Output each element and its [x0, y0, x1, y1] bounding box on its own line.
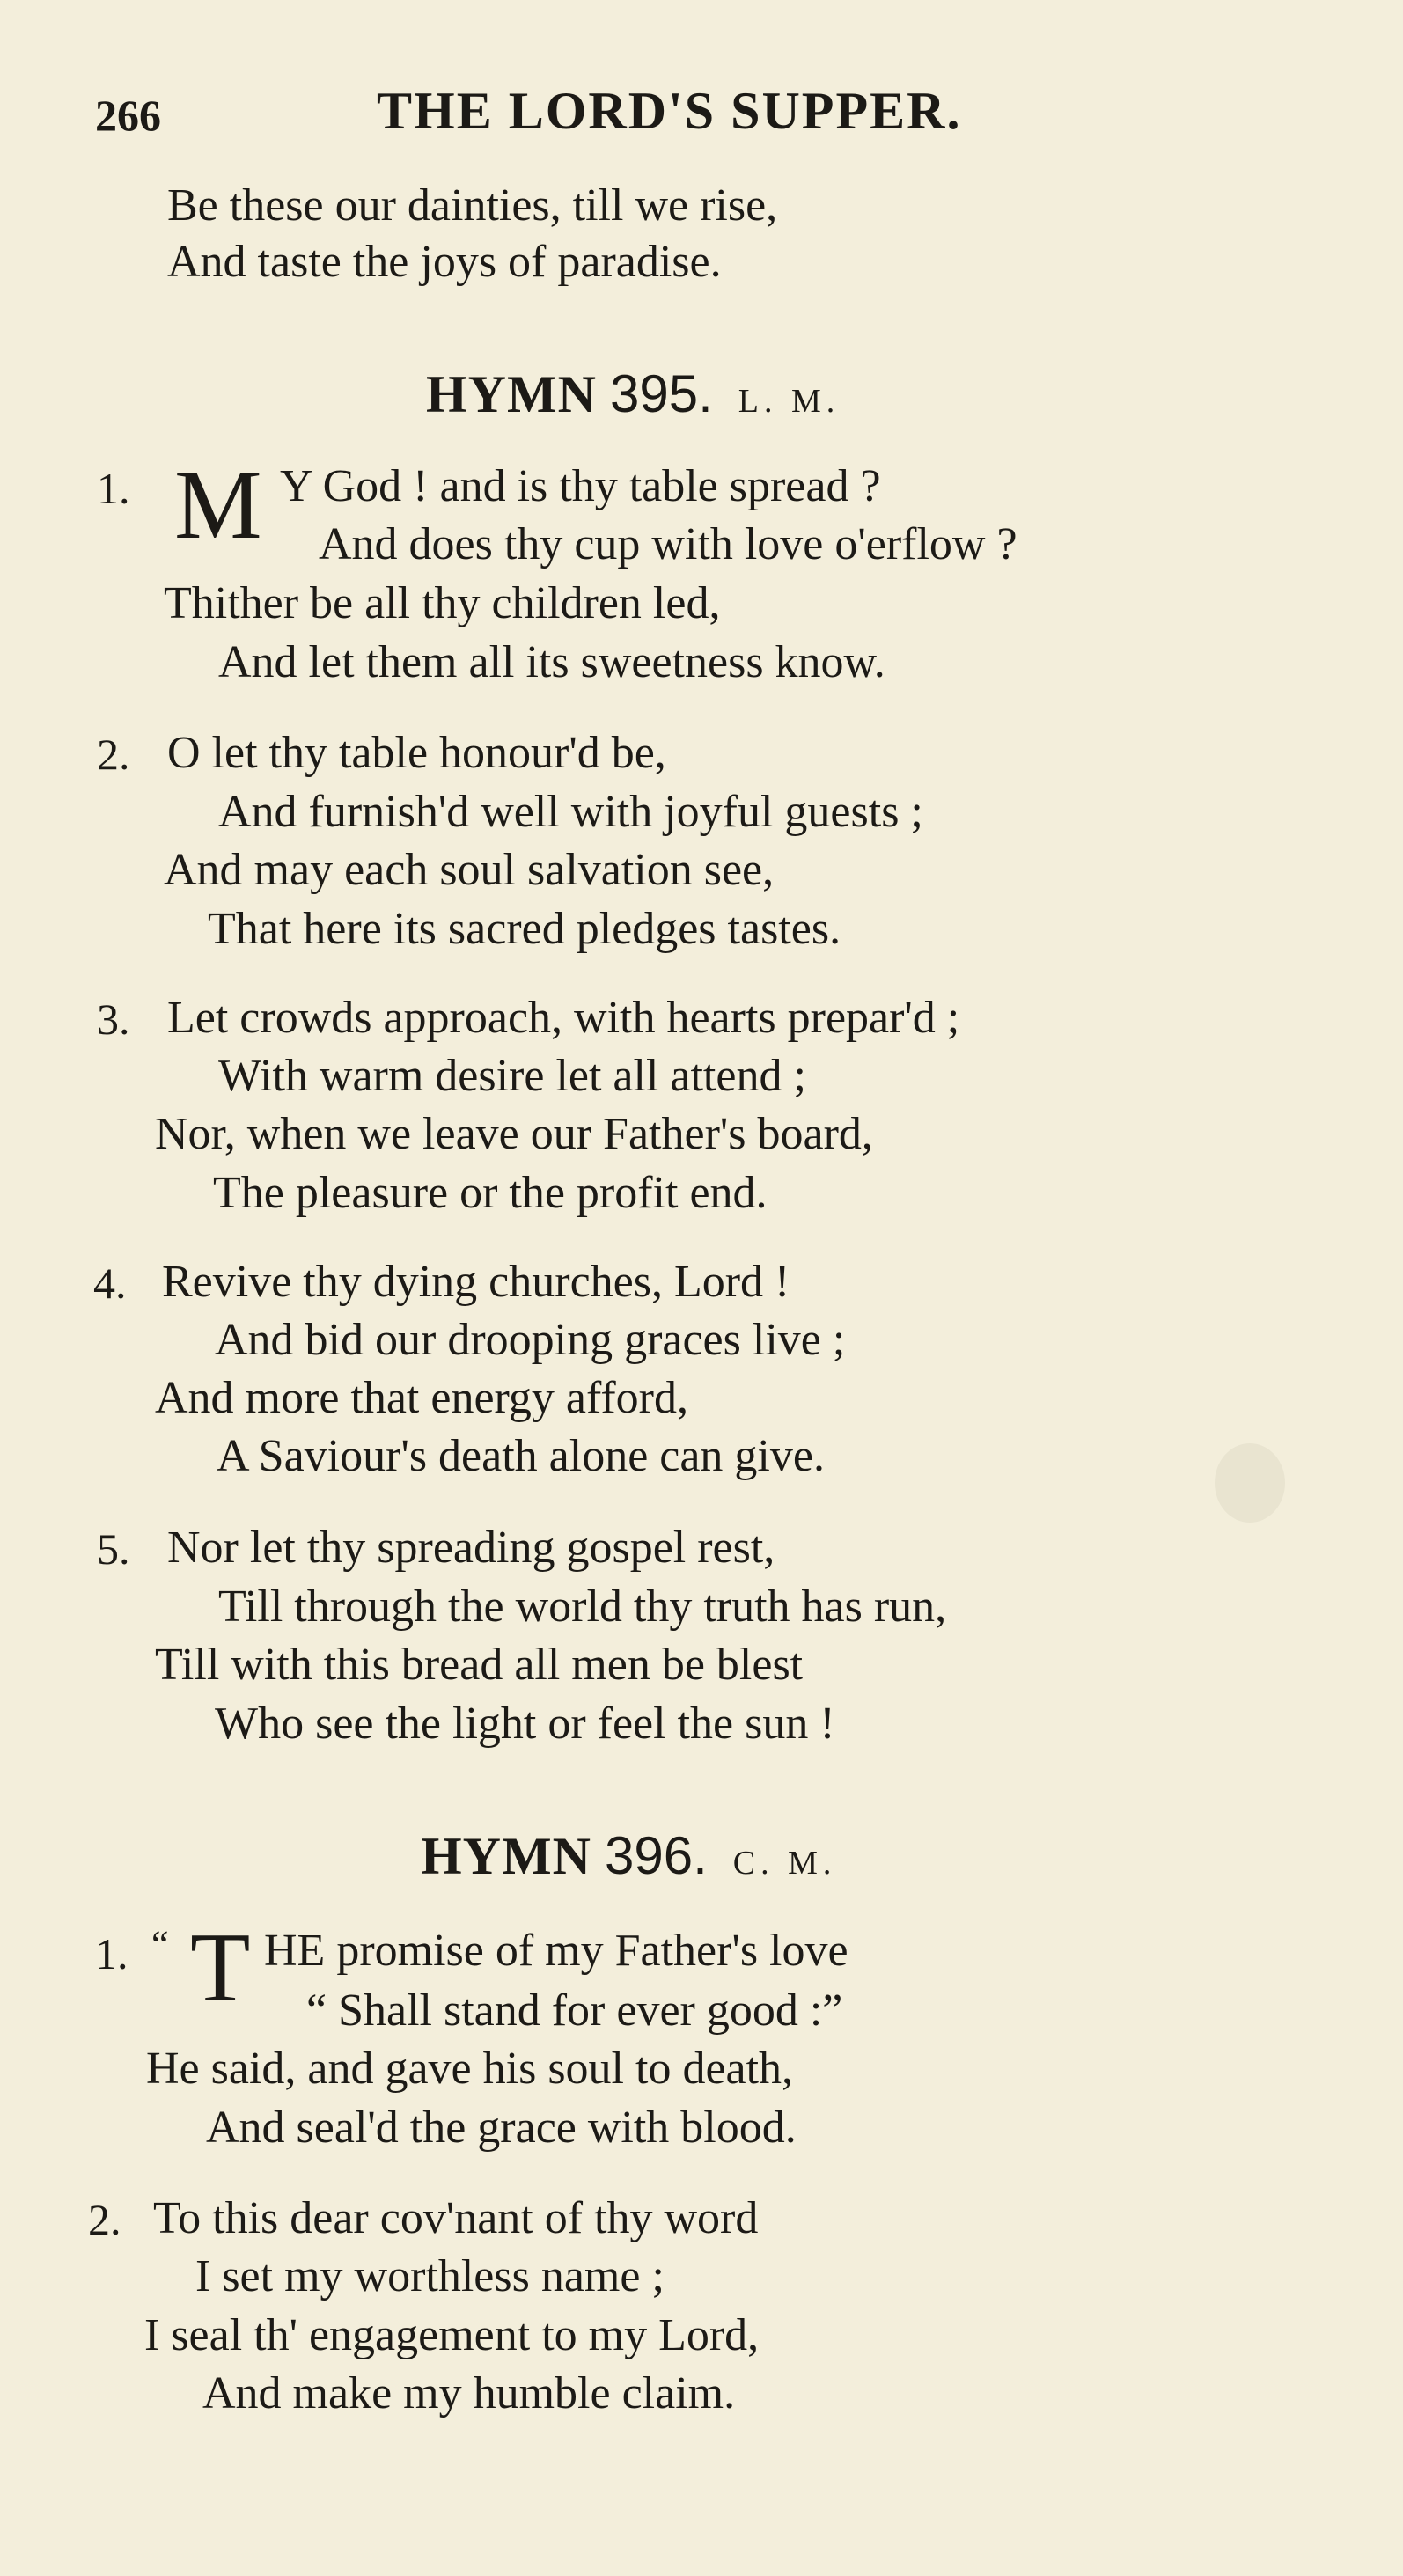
verse-line: And furnish'd well with joyful guests ; — [218, 787, 923, 837]
verse-line: A Saviour's death alone can give. — [217, 1431, 825, 1481]
verse-line: The pleasure or the profit end. — [213, 1168, 768, 1218]
intro-line: And taste the joys of paradise. — [167, 237, 722, 287]
verse-line: And more that energy afford, — [155, 1373, 688, 1423]
verse-line: And make my humble claim. — [202, 2368, 736, 2418]
verse-number: 3. — [97, 994, 130, 1044]
verse-line: With warm desire let all attend ; — [218, 1051, 806, 1101]
drop-cap: M — [174, 451, 262, 560]
open-quote: “ — [151, 1923, 169, 1966]
intro-line: Be these our dainties, till we rise, — [167, 180, 778, 231]
verse-line: And let them all its sweetness know. — [218, 637, 885, 687]
hymn-label: HYMN — [421, 1827, 591, 1885]
verse-number: 2. — [88, 2195, 121, 2244]
verse-line: HE promise of my Father's love — [264, 1926, 848, 1976]
verse-line: Who see the light or feel the sun ! — [215, 1699, 835, 1749]
verse-line: I set my worthless name ; — [195, 2251, 665, 2301]
verse-line: And seal'd the grace with blood. — [206, 2103, 797, 2153]
verse-line: I seal th' engagement to my Lord, — [144, 2310, 760, 2360]
running-head: THE LORD'S SUPPER. — [377, 82, 962, 140]
page-number: 266 — [95, 91, 161, 140]
verse-line: “ Shall stand for ever good :” — [306, 1985, 843, 2036]
verse-line: Till with this bread all men be blest — [155, 1640, 804, 1690]
verse-line: That here its sacred pledges tastes. — [208, 904, 841, 954]
hymn-meter: C. M. — [732, 1845, 837, 1882]
verse-line: And may each soul salvation see, — [164, 845, 775, 895]
verse-line: Nor, when we leave our Father's board, — [155, 1109, 873, 1159]
paper-stain — [1215, 1443, 1285, 1523]
hymn-meter: L. M. — [738, 383, 841, 420]
hymn-title — [426, 364, 841, 423]
verse-number: 5. — [97, 1524, 130, 1574]
verse-number: 1. — [95, 1929, 129, 1978]
hymn-label: HYMN — [426, 365, 597, 423]
verse-line: Let crowds approach, with hearts prepar'd ; — [167, 993, 960, 1043]
verse-line: To this dear cov'nant of thy word — [153, 2193, 759, 2243]
verse-line: Till through the world thy truth has run, — [218, 1582, 947, 1632]
verse-line: And bid our drooping graces live ; — [215, 1315, 846, 1365]
verse-line: He said, and gave his soul to death, — [146, 2044, 794, 2094]
verse-number: 4. — [93, 1259, 127, 1308]
verse-line: Nor let thy spreading gospel rest, — [167, 1523, 775, 1573]
hymn-title — [421, 1826, 837, 1885]
verse-line: And does thy cup with love o'erflow ? — [319, 519, 1017, 569]
verse-number: 1. — [97, 464, 130, 513]
verse-line: Revive thy dying churches, Lord ! — [162, 1257, 790, 1307]
verse-line: O let thy table honour'd be, — [167, 728, 666, 778]
hymn-number: 396. — [604, 1826, 708, 1885]
verse-number: 2. — [97, 730, 130, 779]
verse-line: Y God ! and is thy table spread ? — [280, 461, 881, 511]
hymn-number: 395. — [609, 364, 713, 423]
drop-cap: T — [190, 1913, 251, 2022]
verse-line: Thither be all thy children led, — [164, 578, 721, 628]
